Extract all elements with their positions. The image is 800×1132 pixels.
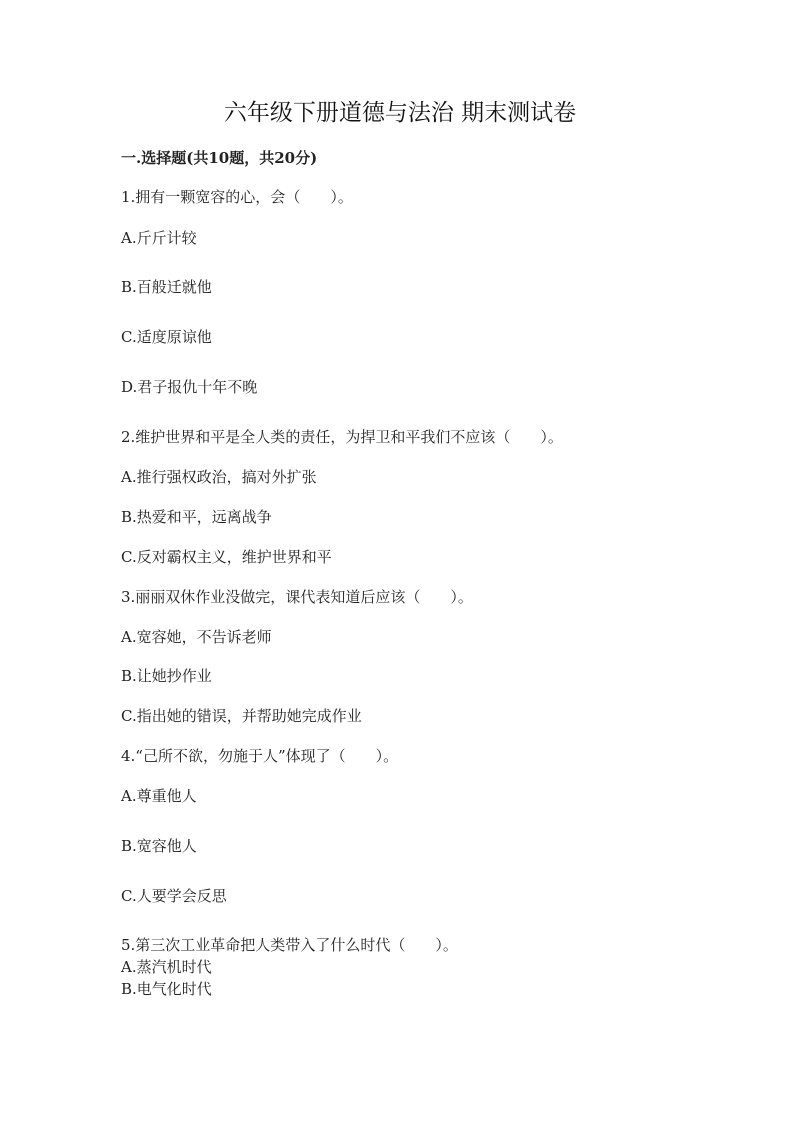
question-4-stem: 4.“己所不欲，勿施于人”体现了（ ）。 (121, 747, 399, 765)
question-1-stem: 1.拥有一颗宽容的心，会（ ）。 (121, 188, 353, 206)
question-1-option-b: B.百般迁就他 (121, 278, 212, 296)
question-5-option-b: B.电气化时代 (121, 980, 212, 998)
question-4-option-b: B.宽容他人 (121, 837, 197, 855)
question-3-option-a: A.宽容她，不告诉老师 (121, 628, 272, 646)
question-3-option-b: B.让她抄作业 (121, 667, 212, 685)
question-4-option-a: A.尊重他人 (121, 787, 197, 805)
question-2-option-b: B.热爱和平，远离战争 (121, 508, 272, 526)
section-heading: 一.选择题(共10题，共20分) (121, 149, 318, 167)
question-3-stem: 3.丽丽双休作业没做完，课代表知道后应该（ ）。 (121, 588, 473, 606)
question-2-option-c: C.反对霸权主义，维护世界和平 (121, 548, 332, 566)
question-4-option-c: C.人要学会反思 (121, 887, 227, 905)
page-title: 六年级下册道德与法治 期末测试卷 (223, 100, 577, 126)
question-1-option-d: D.君子报仇十年不晚 (121, 378, 258, 396)
question-5-option-a: A.蒸汽机时代 (121, 958, 212, 976)
question-2-option-a: A.推行强权政治，搞对外扩张 (121, 468, 317, 486)
question-1-option-c: C.适度原谅他 (121, 328, 212, 346)
question-5-stem: 5.第三次工业革命把人类带入了什么时代（ ）。 (121, 936, 458, 954)
question-1-option-a: A.斤斤计较 (121, 229, 197, 247)
question-3-option-c: C.指出她的错误，并帮助她完成作业 (121, 707, 362, 725)
question-2-stem: 2.维护世界和平是全人类的责任，为捍卫和平我们不应该（ ）。 (121, 428, 563, 446)
